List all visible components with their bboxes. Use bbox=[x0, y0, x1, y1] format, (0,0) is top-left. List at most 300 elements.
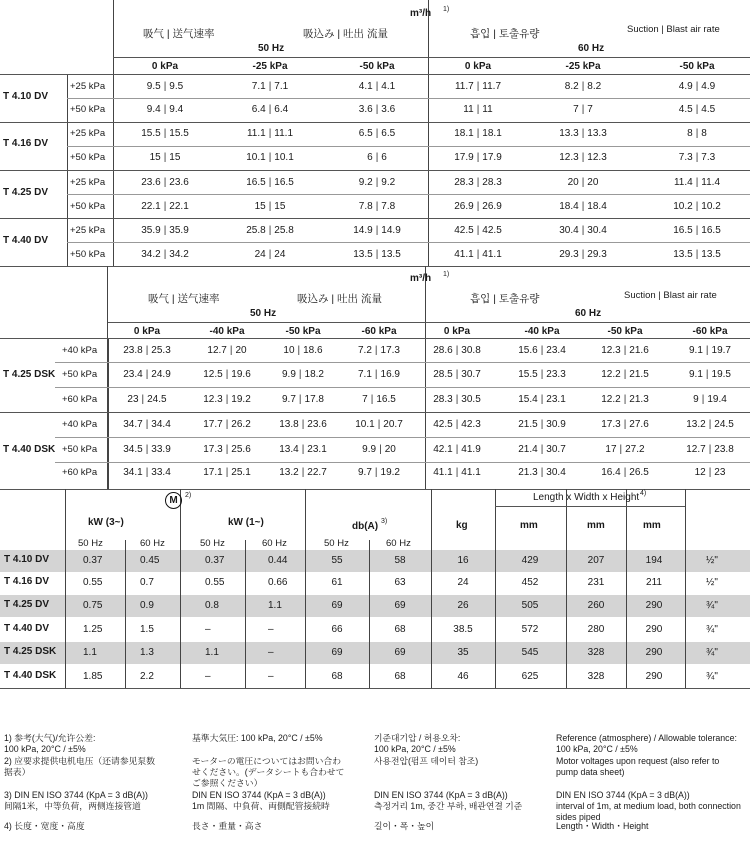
spec-value: 69 bbox=[394, 600, 406, 611]
value-pair bbox=[512, 419, 572, 430]
value-b: 7.1 bbox=[274, 81, 289, 92]
pair-separator: | bbox=[623, 467, 627, 478]
pair-separator: | bbox=[540, 467, 544, 478]
spec-value: 55 bbox=[331, 555, 343, 566]
value-b: 6.5 bbox=[381, 128, 396, 139]
footnote-cn: 2) 应要求提供电机电压（还请参见泵数 据表） bbox=[4, 756, 156, 777]
pair-separator: | bbox=[268, 225, 272, 236]
value-pair bbox=[197, 419, 257, 430]
pair-separator: | bbox=[301, 444, 305, 455]
pair-separator: | bbox=[695, 128, 699, 139]
value-b: 34.2 bbox=[169, 249, 189, 260]
pair-separator: | bbox=[695, 104, 699, 115]
value-b: 27.2 bbox=[625, 444, 645, 455]
hz-label: 60 Hz bbox=[386, 538, 411, 549]
pair-separator: | bbox=[540, 369, 544, 380]
pair-separator: | bbox=[581, 201, 585, 212]
value-a: 3.6 bbox=[358, 104, 373, 115]
value-b: 20 bbox=[384, 444, 396, 455]
value-pair bbox=[117, 444, 177, 455]
value-pair bbox=[553, 152, 613, 163]
col-header: -50 kPa bbox=[607, 326, 643, 337]
value-b: 19.6 bbox=[231, 369, 251, 380]
value-a: 4.5 bbox=[678, 104, 693, 115]
db-header: db(A) bbox=[352, 521, 379, 532]
value-pair bbox=[349, 444, 409, 455]
value-b: 33.4 bbox=[151, 467, 171, 478]
value-pair bbox=[347, 249, 407, 260]
pair-separator: | bbox=[163, 152, 167, 163]
spec-value: 625 bbox=[521, 671, 539, 682]
value-a: 23.6 bbox=[141, 177, 161, 188]
value-b: 21.6 bbox=[629, 345, 649, 356]
spec-value: 38.5 bbox=[453, 624, 473, 635]
jp-flow-label: 吸込み | 吐出 流量 bbox=[303, 28, 388, 40]
value-pair bbox=[197, 369, 257, 380]
sub-rule bbox=[369, 540, 370, 688]
spec-value: ¾" bbox=[706, 647, 718, 658]
value-b: 11 bbox=[482, 104, 493, 115]
value-pair bbox=[448, 201, 508, 212]
value-a: 9.1 bbox=[689, 369, 703, 380]
value-b: 4.1 bbox=[381, 81, 396, 92]
value-pair bbox=[553, 128, 613, 139]
value-pair bbox=[347, 201, 407, 212]
value-pair bbox=[667, 225, 727, 236]
value-pair bbox=[197, 394, 257, 405]
value-a: 10.2 bbox=[673, 201, 693, 212]
value-a: 4.9 bbox=[678, 81, 693, 92]
value-b: 21.3 bbox=[629, 394, 649, 405]
unit-footnote: 1) bbox=[443, 271, 450, 278]
pair-separator: | bbox=[141, 394, 145, 405]
pair-separator: | bbox=[476, 225, 480, 236]
value-pair bbox=[427, 444, 487, 455]
value-a: 17 bbox=[605, 444, 617, 455]
pair-separator: | bbox=[581, 177, 585, 188]
footnote-kr: 길이・폭・높이 bbox=[374, 821, 435, 831]
value-a: 15.5 bbox=[141, 128, 161, 139]
value-b: 25.1 bbox=[231, 467, 251, 478]
value-a: 7 bbox=[362, 394, 368, 405]
value-pair bbox=[197, 345, 257, 356]
value-a: 21.4 bbox=[518, 444, 538, 455]
col-header: -25 kPa bbox=[252, 61, 288, 72]
spec-value: 505 bbox=[521, 600, 539, 611]
col-header: -25 kPa bbox=[565, 61, 601, 72]
footnote-en: Reference (atmosphere) / Allowable tolerance: 100 kPa, 20°C / ±5% bbox=[556, 733, 737, 754]
value-a: 35.9 bbox=[141, 225, 161, 236]
pair-separator: | bbox=[581, 81, 585, 92]
value-a: 9.7 bbox=[282, 394, 296, 405]
spec-value: – bbox=[268, 671, 274, 682]
spec-value: 207 bbox=[587, 555, 605, 566]
value-a: 9 bbox=[693, 394, 699, 405]
value-pair bbox=[553, 249, 613, 260]
value-a: 23 bbox=[127, 394, 139, 405]
pressure-label: +25 kPa bbox=[70, 81, 106, 92]
model-name: T 4.40 DV bbox=[3, 235, 49, 246]
value-b: 3.6 bbox=[381, 104, 396, 115]
value-pair bbox=[349, 394, 409, 405]
value-b: 11.1 bbox=[274, 128, 294, 139]
spec-value: 0.7 bbox=[140, 577, 154, 588]
value-b: 30.9 bbox=[546, 419, 566, 430]
value-b: 10.2 bbox=[701, 201, 721, 212]
value-b: 23.8 bbox=[714, 444, 734, 455]
value-pair bbox=[667, 152, 727, 163]
value-pair bbox=[680, 444, 740, 455]
value-pair bbox=[349, 345, 409, 356]
pair-separator: | bbox=[145, 467, 149, 478]
pair-separator: | bbox=[297, 345, 301, 356]
value-b: 16.5 bbox=[376, 394, 396, 405]
hz-label: 60 Hz bbox=[262, 538, 287, 549]
value-pair bbox=[595, 444, 655, 455]
pair-separator: | bbox=[476, 201, 480, 212]
value-pair bbox=[240, 104, 300, 115]
pair-separator: | bbox=[268, 152, 272, 163]
pair-separator: | bbox=[268, 249, 272, 260]
value-pair bbox=[135, 249, 195, 260]
t1-row-rule bbox=[67, 98, 750, 99]
spec-value: 290 bbox=[645, 671, 663, 682]
value-a: 15.6 bbox=[518, 345, 538, 356]
value-b: 28.3 bbox=[482, 177, 502, 188]
spec-value: ¾" bbox=[706, 600, 718, 611]
value-a: 17.3 bbox=[601, 419, 621, 430]
spec-value: 545 bbox=[521, 647, 539, 658]
spec-value: 0.44 bbox=[268, 555, 288, 566]
value-a: 11.4 bbox=[673, 177, 693, 188]
value-pair bbox=[448, 152, 508, 163]
model-name: T 4.16 DV bbox=[4, 576, 50, 587]
spec-value: 290 bbox=[645, 600, 663, 611]
value-b: 21.5 bbox=[629, 369, 649, 380]
pair-separator: | bbox=[455, 467, 459, 478]
pair-separator: | bbox=[268, 177, 272, 188]
value-b: 23.6 bbox=[169, 177, 189, 188]
model-name: T 4.10 DV bbox=[3, 91, 49, 102]
value-pair bbox=[680, 369, 740, 380]
value-a: 11 bbox=[463, 104, 474, 115]
col-header: 0 kPa bbox=[464, 61, 492, 72]
value-b: 4.9 bbox=[701, 81, 716, 92]
spec-value: 429 bbox=[521, 555, 539, 566]
spec-value: 68 bbox=[394, 671, 406, 682]
pair-separator: | bbox=[374, 467, 378, 478]
spec-value: 16 bbox=[457, 555, 469, 566]
pair-separator: | bbox=[476, 177, 480, 188]
value-pair bbox=[273, 444, 333, 455]
value-pair bbox=[135, 81, 195, 92]
value-a: 4.1 bbox=[358, 81, 373, 92]
t2-hdr-bottom bbox=[0, 338, 750, 339]
spec-value: 0.8 bbox=[205, 600, 219, 611]
pair-separator: | bbox=[225, 369, 229, 380]
pair-separator: | bbox=[708, 444, 712, 455]
t2-mid-rule bbox=[425, 266, 426, 490]
pair-separator: | bbox=[455, 419, 459, 430]
pair-separator: | bbox=[229, 345, 233, 356]
pair-separator: | bbox=[623, 419, 627, 430]
value-pair bbox=[135, 104, 195, 115]
value-b: 27.6 bbox=[629, 419, 649, 430]
dim-rule bbox=[495, 506, 685, 507]
hz-label: 50 Hz bbox=[78, 538, 103, 549]
spec-value: 0.9 bbox=[140, 600, 154, 611]
value-pair bbox=[680, 345, 740, 356]
value-pair bbox=[197, 467, 257, 478]
value-b: 18.6 bbox=[303, 345, 323, 356]
value-a: 13.5 bbox=[353, 249, 373, 260]
value-pair bbox=[240, 81, 300, 92]
value-a: 28.5 bbox=[433, 369, 453, 380]
value-pair bbox=[135, 225, 195, 236]
value-a: 15.5 bbox=[518, 369, 538, 380]
dim-footnote: 4) bbox=[640, 490, 647, 497]
value-b: 30.4 bbox=[587, 225, 607, 236]
pair-separator: | bbox=[268, 81, 272, 92]
model-name: T 4.25 DV bbox=[4, 599, 50, 610]
t1-row-rule bbox=[67, 242, 750, 243]
value-pair bbox=[595, 394, 655, 405]
spec-value: 46 bbox=[457, 671, 469, 682]
value-a: 34.2 bbox=[141, 249, 161, 260]
value-pair bbox=[347, 128, 407, 139]
value-b: 16.5 bbox=[701, 225, 721, 236]
value-pair bbox=[273, 419, 333, 430]
spec-value: 24 bbox=[457, 577, 469, 588]
spec-value: 1.1 bbox=[205, 647, 219, 658]
hz50-label: 50 Hz bbox=[250, 308, 277, 319]
pressure-label: +25 kPa bbox=[70, 225, 106, 236]
pair-separator: | bbox=[301, 419, 305, 430]
t2-bottom bbox=[0, 489, 750, 490]
value-pair bbox=[512, 444, 572, 455]
value-a: 14.9 bbox=[353, 225, 373, 236]
pair-separator: | bbox=[268, 201, 272, 212]
value-a: 9.9 bbox=[362, 444, 377, 455]
value-pair bbox=[240, 225, 300, 236]
spec-value: 0.55 bbox=[83, 577, 103, 588]
value-a: 34.1 bbox=[123, 467, 143, 478]
value-b: 19.5 bbox=[711, 369, 731, 380]
value-a: 34.5 bbox=[123, 444, 143, 455]
pair-separator: | bbox=[163, 225, 167, 236]
value-b: 25.8 bbox=[274, 225, 294, 236]
value-b: 23 bbox=[714, 467, 726, 478]
col-header: -40 kPa bbox=[524, 326, 560, 337]
pressure-label: +50 kPa bbox=[62, 369, 98, 380]
value-b: 26.9 bbox=[482, 201, 502, 212]
spec-value: 1.3 bbox=[140, 647, 154, 658]
footnote-jp: DIN EN ISO 3744 (KpA = 3 dB(A)) 1m 間隔、中負荷、両側配管接続時 bbox=[192, 790, 330, 811]
t2-pressure-rule bbox=[108, 338, 109, 490]
spec-value: ½" bbox=[706, 577, 718, 588]
value-pair bbox=[667, 201, 727, 212]
pressure-label: +25 kPa bbox=[70, 128, 106, 139]
pair-separator: | bbox=[298, 394, 302, 405]
pair-separator: | bbox=[476, 104, 480, 115]
spec-value: 0.45 bbox=[140, 555, 160, 566]
value-b: 41.1 bbox=[482, 249, 502, 260]
pair-separator: | bbox=[375, 225, 379, 236]
pair-separator: | bbox=[701, 394, 705, 405]
spec-value: 260 bbox=[587, 600, 605, 611]
value-pair bbox=[448, 249, 508, 260]
value-pair bbox=[512, 369, 572, 380]
pressure-label: +60 kPa bbox=[62, 394, 98, 405]
pair-separator: | bbox=[298, 369, 302, 380]
pair-separator: | bbox=[455, 369, 459, 380]
value-pair bbox=[117, 419, 177, 430]
value-a: 28.3 bbox=[454, 177, 474, 188]
unit-footnote: 1) bbox=[443, 6, 450, 13]
value-pair bbox=[448, 225, 508, 236]
model-name: T 4.40 DSK bbox=[3, 444, 56, 455]
value-b: 24.5 bbox=[714, 419, 734, 430]
t2-subhdr-rule bbox=[108, 322, 750, 323]
spec-value: ¾" bbox=[706, 624, 718, 635]
value-a: 29.3 bbox=[559, 249, 579, 260]
spec-value: 69 bbox=[331, 647, 343, 658]
pair-separator: | bbox=[370, 394, 374, 405]
pair-separator: | bbox=[225, 394, 229, 405]
col-rule bbox=[305, 489, 306, 689]
value-pair bbox=[117, 467, 177, 478]
value-b: 23.6 bbox=[307, 419, 327, 430]
value-b: 41.9 bbox=[461, 444, 481, 455]
value-b: 42.3 bbox=[461, 419, 481, 430]
spec-value: 63 bbox=[394, 577, 406, 588]
value-a: 7.2 bbox=[358, 345, 372, 356]
value-pair bbox=[273, 369, 333, 380]
value-a: 12.3 bbox=[559, 152, 579, 163]
pair-separator: | bbox=[145, 369, 149, 380]
model-name: T 4.40 DSK bbox=[4, 670, 57, 681]
pair-separator: | bbox=[163, 177, 167, 188]
mm-header: mm bbox=[520, 520, 538, 531]
value-b: 20 bbox=[587, 177, 599, 188]
pair-separator: | bbox=[623, 394, 627, 405]
value-b: 7 bbox=[587, 104, 593, 115]
footnote-kr: DIN EN ISO 3744 (KpA = 3 dB(A)) 측정거리 1m, 중간 부하, 배관연결 기준 bbox=[374, 790, 523, 811]
value-pair bbox=[135, 201, 195, 212]
value-b: 18.1 bbox=[482, 128, 502, 139]
pair-separator: | bbox=[695, 201, 699, 212]
value-a: 17.3 bbox=[203, 444, 223, 455]
kw3-header: kW (3~) bbox=[88, 517, 124, 528]
hz50-label: 50 Hz bbox=[258, 43, 285, 54]
value-b: 26.5 bbox=[629, 467, 649, 478]
value-b: 7.3 bbox=[701, 152, 716, 163]
value-b: 24 bbox=[274, 249, 286, 260]
model-name: T 4.16 DV bbox=[3, 138, 49, 149]
value-pair bbox=[240, 152, 300, 163]
value-b: 23.4 bbox=[546, 345, 566, 356]
col-header: 0 kPa bbox=[443, 326, 471, 337]
pair-separator: | bbox=[375, 104, 379, 115]
value-a: 23.8 bbox=[123, 345, 143, 356]
col-header: -50 kPa bbox=[679, 61, 715, 72]
pair-separator: | bbox=[581, 104, 585, 115]
spec-value: 211 bbox=[646, 577, 662, 588]
value-a: 42.5 bbox=[454, 225, 474, 236]
pair-separator: | bbox=[476, 152, 480, 163]
value-a: 42.5 bbox=[433, 419, 453, 430]
col-header: -40 kPa bbox=[209, 326, 245, 337]
value-pair bbox=[427, 467, 487, 478]
footnote-en: Motor voltages upon request (also refer to pump data sheet) bbox=[556, 756, 720, 777]
t1-hdr-bottom bbox=[0, 74, 750, 75]
value-pair bbox=[553, 177, 613, 188]
value-pair bbox=[273, 345, 333, 356]
value-b: 18.2 bbox=[304, 369, 324, 380]
value-b: 17.9 bbox=[482, 152, 502, 163]
hz-label: 60 Hz bbox=[140, 538, 165, 549]
pair-separator: | bbox=[476, 81, 480, 92]
pair-separator: | bbox=[268, 128, 272, 139]
value-a: 16.5 bbox=[673, 225, 693, 236]
spec-value: 1.85 bbox=[83, 671, 103, 682]
value-b: 9.4 bbox=[169, 104, 184, 115]
value-b: 15 bbox=[274, 201, 286, 212]
value-b: 19.4 bbox=[707, 394, 727, 405]
value-pair bbox=[427, 345, 487, 356]
pair-separator: | bbox=[540, 394, 544, 405]
t1-bottom bbox=[0, 266, 750, 267]
value-pair bbox=[135, 177, 195, 188]
value-b: 12.3 bbox=[587, 152, 607, 163]
value-pair bbox=[240, 128, 300, 139]
value-pair bbox=[347, 104, 407, 115]
kg-header: kg bbox=[456, 520, 468, 531]
value-a: 13.8 bbox=[279, 419, 299, 430]
spec-value: 0.75 bbox=[83, 600, 103, 611]
value-pair bbox=[347, 81, 407, 92]
col-rule bbox=[626, 489, 627, 689]
value-a: 24 bbox=[254, 249, 266, 260]
pressure-label: +50 kPa bbox=[62, 444, 98, 455]
col-rule bbox=[180, 489, 181, 689]
value-a: 12.2 bbox=[601, 369, 621, 380]
value-pair bbox=[448, 128, 508, 139]
pair-separator: | bbox=[375, 249, 379, 260]
pair-separator: | bbox=[163, 104, 167, 115]
pair-separator: | bbox=[708, 419, 712, 430]
value-a: 7 bbox=[573, 104, 579, 115]
value-b: 14.9 bbox=[381, 225, 401, 236]
t1-left-rule bbox=[113, 0, 114, 266]
value-a: 13.2 bbox=[279, 467, 299, 478]
spec-value: 69 bbox=[394, 647, 406, 658]
col-header: 0 kPa bbox=[133, 326, 161, 337]
value-b: 6 bbox=[381, 152, 387, 163]
value-a: 12.7 bbox=[207, 345, 227, 356]
pair-separator: | bbox=[623, 345, 627, 356]
model-name: T 4.40 DV bbox=[4, 623, 50, 634]
value-a: 17.9 bbox=[454, 152, 474, 163]
t2-row-rule bbox=[55, 462, 750, 463]
model-name: T 4.10 DV bbox=[4, 554, 50, 565]
value-b: 4.5 bbox=[701, 104, 716, 115]
spec-value: ½" bbox=[706, 555, 718, 566]
pair-separator: | bbox=[145, 345, 149, 356]
value-a: 9.7 bbox=[358, 467, 372, 478]
value-a: 9.2 bbox=[358, 177, 373, 188]
value-b: 8 bbox=[701, 128, 707, 139]
